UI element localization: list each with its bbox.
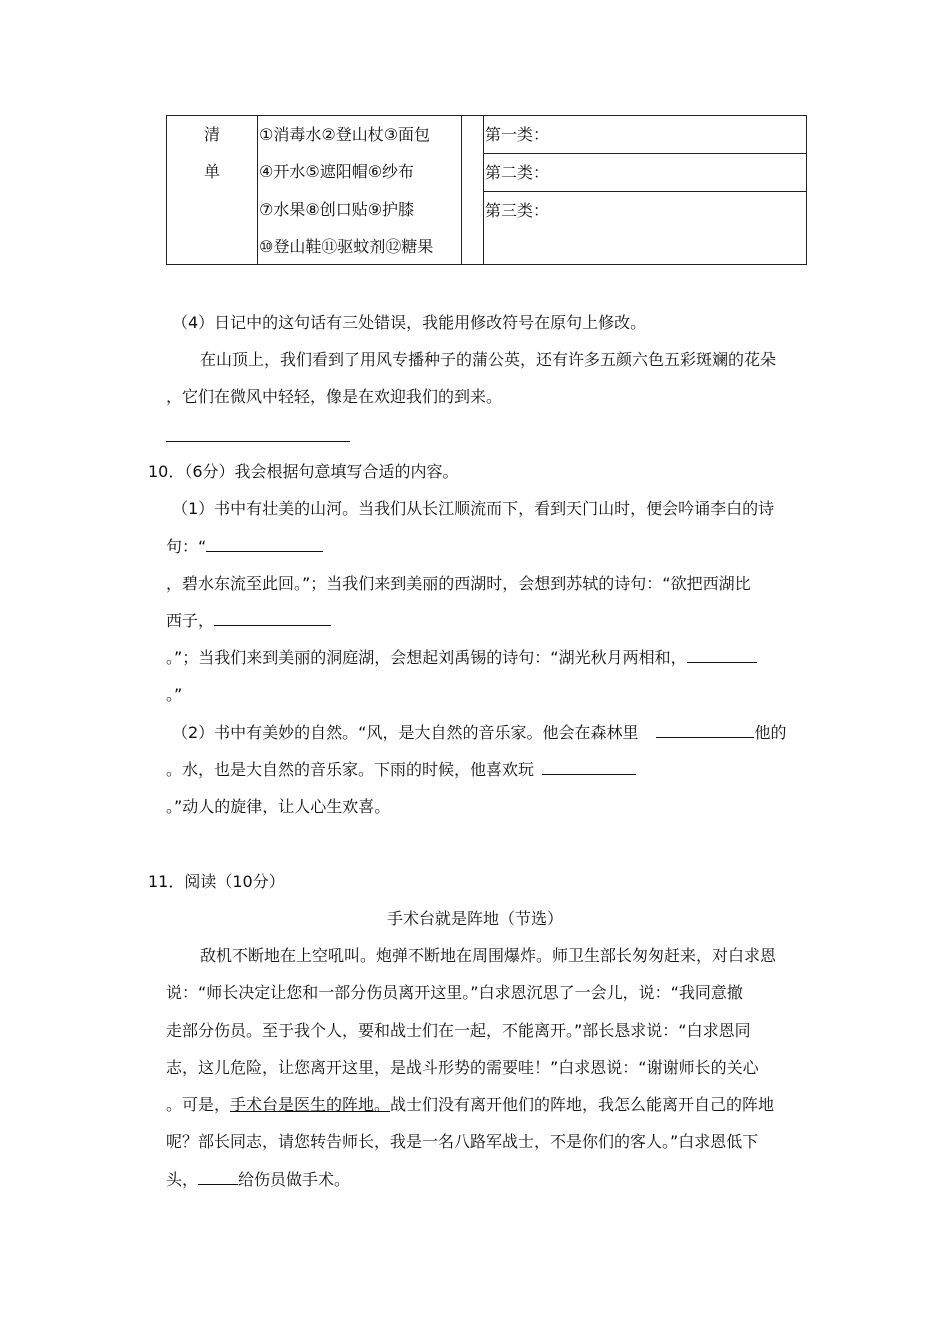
passage-line: 呢？部长同志，请您转告师长，我是一名八路军战士，不是你们的客人。”白求恩低下 (166, 1132, 759, 1151)
list-item: ①消毒水②登山杖③面包 (259, 125, 431, 144)
answer-blank[interactable] (656, 723, 754, 738)
answer-blank[interactable] (206, 537, 323, 552)
q4-prompt: （4）日记中的这句话有三处错误，我能用修改符号在原句上修改。 (172, 313, 647, 332)
q10-text-line (166, 536, 323, 558)
answer-blank[interactable] (198, 1170, 238, 1185)
table-divider (483, 116, 484, 264)
q4-sentence-line: 在山顶上，我们看到了用风专播种子的蒲公英，还有许多五颜六色五彩斑斓的花朵 (200, 350, 777, 369)
answer-blank[interactable] (214, 611, 331, 626)
table-label-char: 清 (204, 125, 221, 144)
q4-sentence-line: ，它们在微风中轻轻，像是在欢迎我们的到来。 (166, 387, 503, 406)
q10-text-line (166, 610, 331, 632)
q10-text: 句：“ (166, 537, 207, 556)
underlined-sentence: 手术台是医生的阵地。 (230, 1095, 391, 1114)
passage-line: 说：“师长决定让您和一部分伤员离开这里。”白求恩沉思了一会儿，说：“我同意撤 (166, 983, 743, 1002)
q10-text-line (172, 722, 787, 744)
passage-text: 头， (166, 1170, 199, 1189)
q10-text-line: 。” (166, 685, 183, 704)
answer-blank[interactable] (687, 648, 757, 663)
list-item: ④开水⑤遮阳帽⑥纱布 (259, 162, 415, 181)
passage-line: 走部分伤员。至于我个人，要和战士们在一起，不能离开。”部长恳求说：“白求恩同 (166, 1021, 751, 1040)
passage-text: 战士们没有离开他们的阵地，我怎么能离开自己的阵地 (390, 1095, 775, 1114)
q10-text-line: （1）书中有壮美的山河。当我们从长江顺流而下，看到天门山时，便会吟诵李白的诗 (172, 499, 775, 518)
passage-title: 手术台就是阵地（节选） (386, 909, 563, 928)
q10-text: （2）书中有美妙的自然。“风，是大自然的音乐家。他会在森林里 (172, 723, 639, 742)
passage-text: 给伤员做手术。 (238, 1170, 351, 1189)
passage-line: 敌机不断地在上空吼叫。炮弹不断地在周围爆炸。师卫生部长匆匆赶来，对白求恩 (200, 946, 777, 965)
table-row-divider (483, 191, 806, 192)
q10-text: 他的 (754, 723, 787, 742)
q10-text: 西子， (166, 611, 215, 630)
q10-text-line: ，碧水东流至此回。”；当我们来到美丽的西湖时，会想到苏轼的诗句：“欲把西湖比 (166, 574, 751, 593)
category-field[interactable]: 第二类： (485, 163, 550, 182)
passage-line: 志，这儿危险，让您离开这里，是战斗形势的需要哇！”白求恩说：“谢谢师长的关心 (166, 1058, 759, 1077)
supply-list-table (166, 115, 807, 265)
q10-text-line (166, 647, 757, 669)
passage-line (166, 1094, 774, 1116)
passage-text: 。可是， (166, 1095, 231, 1114)
table-divider (257, 116, 258, 264)
table-label-char: 单 (204, 162, 221, 181)
answer-blank[interactable] (542, 760, 636, 775)
list-item: ⑩登山鞋⑪驱蚊剂⑫糖果 (259, 237, 434, 256)
q10-title: 10．（6分）我会根据句意填写合适的内容。 (148, 462, 459, 481)
answer-blank[interactable] (166, 427, 350, 442)
q11-title: 11．阅读（10分） (148, 872, 285, 891)
passage-line (166, 1169, 350, 1191)
q10-text: 。水，也是大自然的音乐家。下雨的时候，他喜欢玩 (166, 760, 535, 779)
table-divider (461, 116, 462, 264)
category-field[interactable]: 第一类： (485, 125, 550, 144)
q10-text-line (166, 759, 636, 781)
table-row-divider (483, 153, 806, 154)
q10-text: 。”；当我们来到美丽的洞庭湖，会想起刘禹锡的诗句：“湖光秋月两相和， (166, 648, 687, 667)
list-item: ⑦水果⑧创口贴⑨护膝 (259, 200, 415, 219)
q10-text-line: 。”动人的旋律，让人心生欢喜。 (166, 797, 391, 816)
category-field[interactable]: 第三类： (485, 201, 550, 220)
